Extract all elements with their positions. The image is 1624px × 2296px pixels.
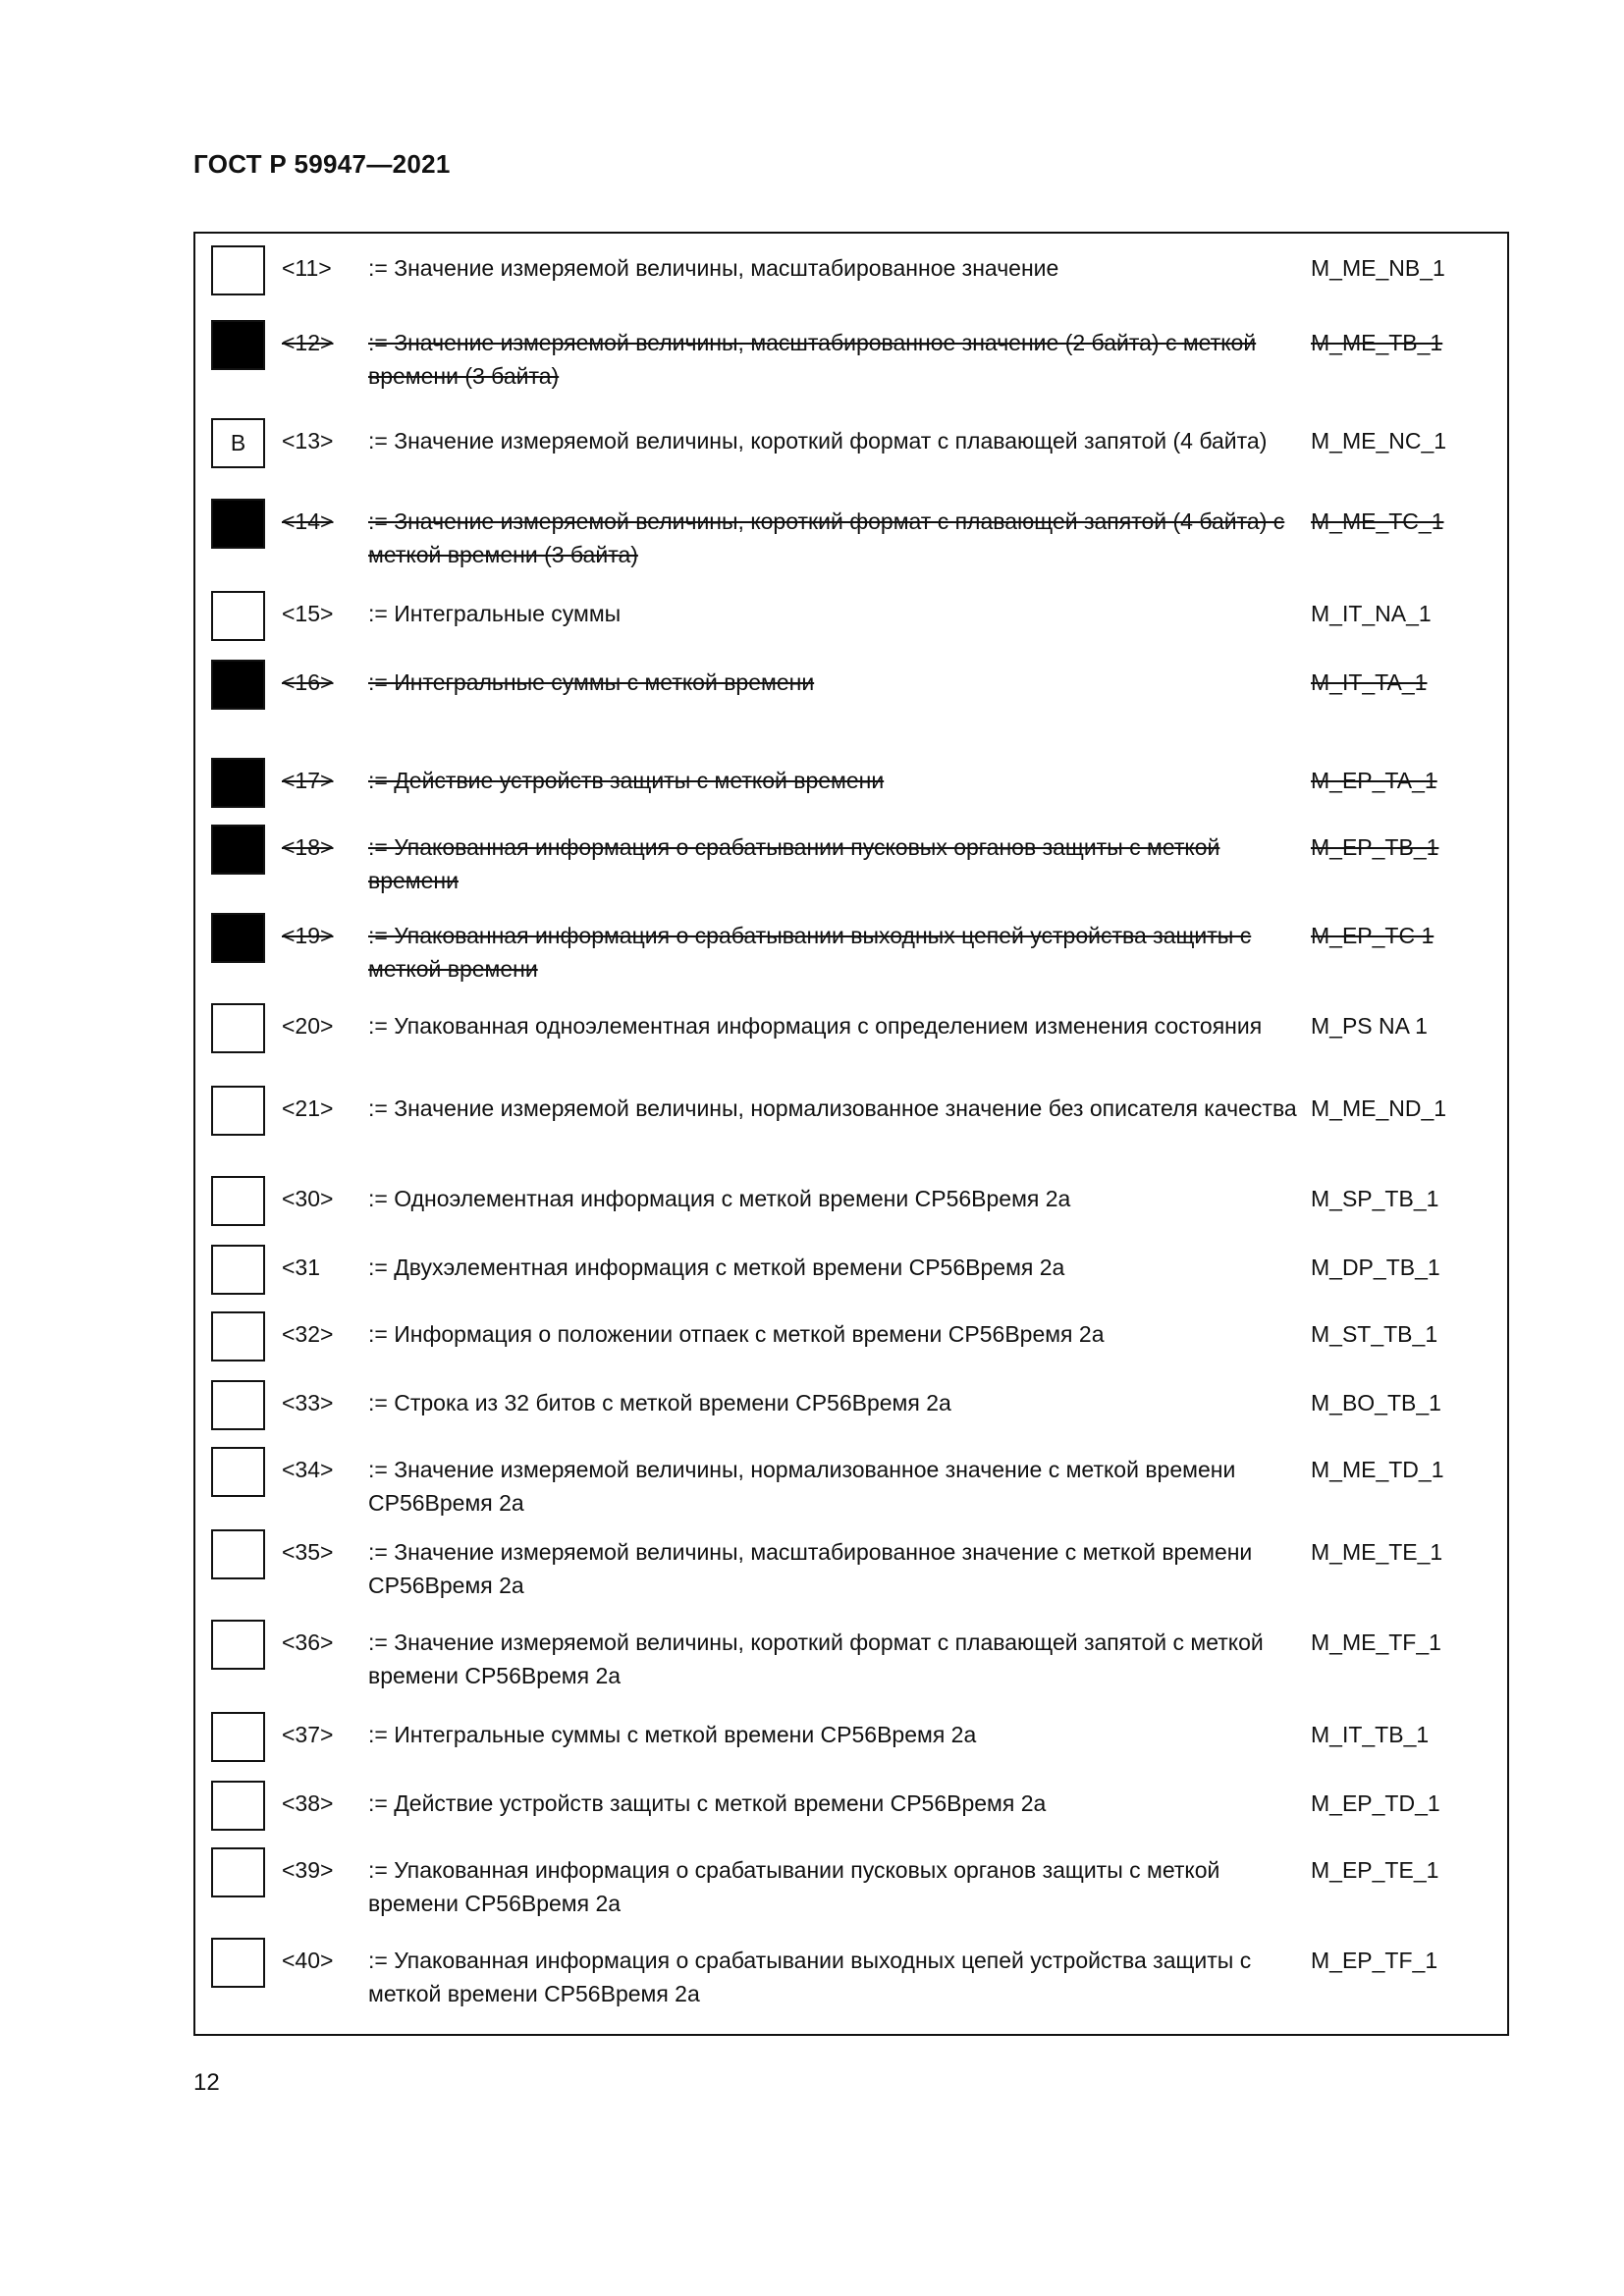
- type-identifier: M_ST_TB_1: [1311, 1321, 1438, 1347]
- type-code: <40>: [282, 1948, 334, 1973]
- selection-checkbox[interactable]: [211, 1311, 265, 1362]
- type-description: := Значение измеряемой величины, масштабированное значение: [368, 255, 1059, 281]
- type-description: := Двухэлементная информация с меткой времени СР56Время 2а: [368, 1255, 1065, 1280]
- type-identifier: M_DP_TB_1: [1311, 1255, 1440, 1280]
- type-code: <21>: [282, 1095, 334, 1121]
- type-code: <17>: [282, 768, 334, 793]
- type-identifier: M_ME_TE_1: [1311, 1539, 1443, 1565]
- type-identifier: M_ME_NC_1: [1311, 428, 1447, 454]
- selection-checkbox[interactable]: [211, 1380, 265, 1430]
- type-identifier: M_EP_TB_1: [1311, 834, 1439, 860]
- type-code: <38>: [282, 1790, 334, 1816]
- type-code: <15>: [282, 601, 334, 626]
- type-description: := Интегральные суммы: [368, 601, 622, 626]
- type-identifier: M_ME_NB_1: [1311, 255, 1445, 281]
- type-description: := Значение измеряемой величины, нормализованное значение с меткой времени СР56Время 2а: [368, 1457, 1236, 1516]
- type-identifier: M_EP_TC 1: [1311, 923, 1435, 948]
- type-identifier: M_BO_TB_1: [1311, 1390, 1441, 1415]
- type-description: := Значение измеряемой величины, короткий формат с плавающей запятой (4 байта): [368, 428, 1268, 454]
- type-description: := Упакованная информация о срабатывании выходных цепей устройства защиты с меткой времени СР56Время 2а: [368, 1948, 1252, 2006]
- selection-checkbox[interactable]: [211, 1847, 265, 1897]
- type-code: <36>: [282, 1629, 334, 1655]
- type-code: <30>: [282, 1186, 334, 1211]
- type-code: <35>: [282, 1539, 334, 1565]
- type-code: <37>: [282, 1722, 334, 1747]
- type-description: := Значение измеряемой величины, нормализованное значение без описателя качества: [368, 1095, 1297, 1121]
- type-code: <33>: [282, 1390, 334, 1415]
- selection-checkbox[interactable]: [211, 758, 265, 808]
- type-description: := Упакованная одноэлементная информация с определением изменения состояния: [368, 1013, 1263, 1039]
- type-identifier: M_EP_TA_1: [1311, 768, 1437, 793]
- selection-checkbox[interactable]: [211, 1781, 265, 1831]
- selection-checkbox[interactable]: [211, 1245, 265, 1295]
- type-code: <19>: [282, 923, 334, 948]
- type-identifier: M_IT_TA_1: [1311, 669, 1428, 695]
- type-code: <20>: [282, 1013, 334, 1039]
- type-identifier: M_IT_TB_1: [1311, 1722, 1430, 1747]
- type-description: := Упакованная информация о срабатывании пусковых органов защиты с меткой времени СР56Время 2а: [368, 1857, 1220, 1916]
- type-description: := Информация о положении отпаек с меткой времени СР56Время 2а: [368, 1321, 1105, 1347]
- type-code: <14>: [282, 508, 334, 534]
- document-header: ГОСТ Р 59947—2021: [193, 149, 451, 179]
- selection-checkbox[interactable]: [211, 1086, 265, 1136]
- type-code: <39>: [282, 1857, 334, 1883]
- selection-checkbox[interactable]: [211, 825, 265, 875]
- type-identifier: M_IT_NA_1: [1311, 601, 1432, 626]
- type-identifier: M_EP_TD_1: [1311, 1790, 1440, 1816]
- type-description: := Значение измеряемой величины, масштабированное значение (2 байта) с меткой времени (3 байта): [368, 330, 1257, 389]
- type-description: := Одноэлементная информация с меткой времени СР56Время 2а: [368, 1186, 1071, 1211]
- type-description: := Действие устройств защиты с меткой времени СР56Время 2а: [368, 1790, 1047, 1816]
- type-description: := Строка из 32 битов с меткой времени СР56Время 2а: [368, 1390, 951, 1415]
- selection-checkbox[interactable]: [211, 1003, 265, 1053]
- page-number: 12: [193, 2069, 220, 2096]
- type-description: := Интегральные суммы с меткой времени: [368, 669, 815, 695]
- selection-checkbox[interactable]: [211, 1712, 265, 1762]
- selection-checkbox[interactable]: [211, 245, 265, 295]
- selection-checkbox[interactable]: [211, 1938, 265, 1988]
- type-code: <18>: [282, 834, 334, 860]
- type-identifier: M_PS NA 1: [1311, 1013, 1428, 1039]
- selection-checkbox[interactable]: [211, 1620, 265, 1670]
- type-identifier: M_ME_TF_1: [1311, 1629, 1441, 1655]
- type-identifier: M_ME_TB_1: [1311, 330, 1443, 355]
- selection-checkbox[interactable]: [211, 1447, 265, 1497]
- type-code: <12>: [282, 330, 334, 355]
- type-code: <34>: [282, 1457, 334, 1482]
- selection-checkbox[interactable]: [211, 660, 265, 710]
- type-code: <31: [282, 1255, 321, 1280]
- selection-checkbox[interactable]: [211, 320, 265, 370]
- selection-checkbox[interactable]: [211, 591, 265, 641]
- type-description: := Упакованная информация о срабатывании пусковых органов защиты с меткой времени: [368, 834, 1220, 893]
- type-description: := Действие устройств защиты с меткой времени: [368, 768, 885, 793]
- type-identifier: M_EP_TE_1: [1311, 1857, 1439, 1883]
- type-code: <32>: [282, 1321, 334, 1347]
- type-identification-table: [193, 232, 1509, 2036]
- type-code: <13>: [282, 428, 334, 454]
- type-identifier: M_ME_ND_1: [1311, 1095, 1447, 1121]
- selection-checkbox[interactable]: [211, 499, 265, 549]
- type-description: := Упакованная информация о срабатывании выходных цепей устройства защиты с меткой времени: [368, 923, 1252, 982]
- type-description: := Интегральные суммы с меткой времени СР56Время 2а: [368, 1722, 977, 1747]
- selection-checkbox[interactable]: [211, 1529, 265, 1579]
- type-identifier: M_SP_TB_1: [1311, 1186, 1439, 1211]
- type-description: := Значение измеряемой величины, короткий формат с плавающей запятой с меткой времени СР56Время 2а: [368, 1629, 1264, 1688]
- type-description: := Значение измеряемой величины, масштабированное значение с меткой времени СР56Время 2а: [368, 1539, 1253, 1598]
- selection-checkbox[interactable]: B: [211, 418, 265, 468]
- type-description: := Значение измеряемой величины, короткий формат с плавающей запятой (4 байта) с меткой времени (3 байта): [368, 508, 1285, 567]
- type-identifier: M_ME_TC_1: [1311, 508, 1444, 534]
- selection-checkbox[interactable]: [211, 913, 265, 963]
- type-code: <16>: [282, 669, 334, 695]
- selection-checkbox[interactable]: [211, 1176, 265, 1226]
- type-code: <11>: [282, 255, 332, 281]
- type-identifier: M_EP_TF_1: [1311, 1948, 1438, 1973]
- type-identifier: M_ME_TD_1: [1311, 1457, 1444, 1482]
